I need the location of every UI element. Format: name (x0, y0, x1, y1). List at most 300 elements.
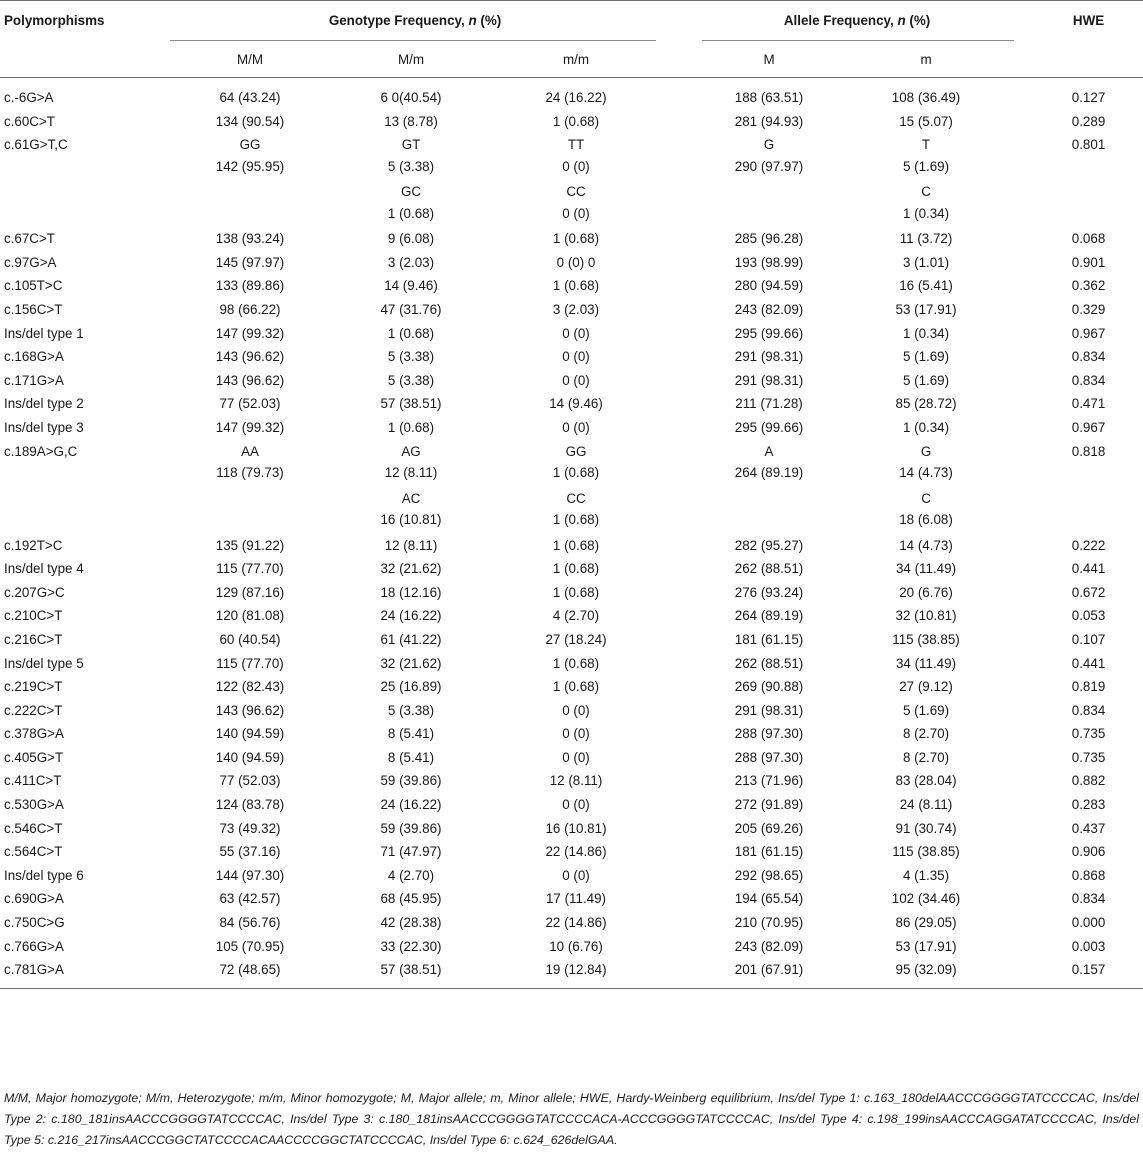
cell-spacer (660, 181, 700, 227)
cell-polymorphism-empty (0, 488, 170, 534)
cell-minor-allele: 3 (1.01) (902, 254, 950, 270)
cell-spacer (660, 322, 700, 346)
cell-polymorphism: c.222C>T (4, 702, 63, 718)
cell-minor-allele: 5 (1.69) (902, 349, 950, 365)
table-row (0, 416, 1143, 440)
subheader-minor-homozygote: m/m (492, 41, 660, 78)
cell-major-homozygote: 77 (52.03) (219, 396, 281, 412)
cell-minor-homozygote-line: 0 (0) (562, 205, 590, 221)
table-row (0, 251, 1143, 275)
cell-major-allele: 292 (98.65) (734, 867, 804, 883)
cell-major-homozygote (170, 440, 330, 488)
table-row (0, 769, 1143, 793)
cell-heterozygote-line: AG (401, 443, 421, 459)
cell-polymorphism: c.105T>C (4, 278, 63, 294)
cell-hwe: 0.441 (1071, 561, 1106, 577)
cell-minor-allele-line: C (921, 490, 931, 506)
subheader-major-allele: M (700, 41, 838, 78)
cell-polymorphism: c.781G>A (0, 958, 170, 988)
cell-minor-allele: 91 (30.74) (895, 820, 957, 836)
cell-major-allele: 280 (94.59) (734, 278, 804, 294)
cell-minor-homozygote: 14 (9.46) (549, 396, 603, 412)
cell-spacer (660, 699, 700, 723)
cell-minor-allele: 102 (34.46) (891, 891, 961, 907)
cell-major-homozygote: 77 (52.03) (219, 773, 281, 789)
cell-minor-allele: 15 (5.07) (899, 113, 953, 129)
cell-hwe: 0.068 (1071, 231, 1106, 247)
cell-minor-homozygote: 17 (11.49) (545, 891, 607, 907)
cell-polymorphism: c.750C>G (4, 915, 65, 931)
cell-heterozygote: 6 0(40.54) (380, 90, 442, 105)
cell-major-homozygote: 140 (94.59) (215, 749, 285, 765)
cell-heterozygote: 57 (38.51) (330, 958, 492, 988)
cell-heterozygote: 32 (21.62) (380, 655, 442, 671)
cell-minor-homozygote: 10 (6.76) (549, 938, 603, 954)
cell-major-allele-line: A (764, 443, 774, 459)
cell-major-allele: 282 (95.27) (734, 537, 804, 553)
cell-spacer (660, 274, 700, 298)
cell-major-allele: 262 (88.51) (734, 561, 804, 577)
cell-spacer (660, 769, 700, 793)
cell-heterozygote: 5 (3.38) (387, 702, 435, 718)
cell-polymorphism: c.61G>T,C (4, 137, 68, 153)
table-row (0, 392, 1143, 416)
cell-major-homozygote: 140 (94.59) (215, 726, 285, 742)
cell-minor-allele (838, 181, 1014, 227)
cell-major-homozygote: 60 (40.54) (219, 631, 281, 647)
cell-hwe: 0.329 (1071, 301, 1106, 317)
cell-polymorphism: c.156C>T (4, 301, 63, 317)
cell-spacer (660, 887, 700, 911)
cell-heterozygote: 13 (8.78) (384, 113, 438, 129)
cell-major-allele: 288 (97.30) (734, 726, 804, 742)
cell-major-homozygote: 115 (77.70) (216, 655, 284, 671)
table-subrow (0, 488, 1143, 534)
cell-minor-allele: 20 (6.76) (899, 584, 953, 600)
cell-hwe: 0.735 (1071, 726, 1106, 742)
cell-major-homozygote: 143 (96.62) (215, 349, 285, 365)
cell-major-homozygote: 63 (42.57) (219, 891, 281, 907)
header-row-subcolumns (0, 41, 1143, 78)
cell-minor-homozygote-line: 1 (0.68) (552, 465, 600, 481)
cell-major-homozygote: 129 (87.16) (215, 584, 285, 600)
cell-minor-allele: 115 (38.85) (892, 844, 960, 860)
subheader-hwe-empty (1014, 41, 1143, 78)
cell-major-allele: 285 (96.28) (734, 231, 804, 247)
cell-minor-allele: 83 (28.04) (895, 773, 957, 789)
cell-polymorphism: c.530G>A (4, 797, 64, 813)
cell-hwe: 0.868 (1071, 867, 1106, 883)
allele-header-prefix: Allele Frequency, (783, 13, 898, 28)
cell-minor-homozygote: 1 (0.68) (552, 655, 600, 671)
allele-group-rule (702, 40, 1014, 41)
cell-major-allele (700, 440, 838, 488)
cell-major-homozygote (170, 133, 330, 181)
cell-heterozygote: 71 (47.97) (380, 844, 442, 860)
cell-minor-allele: 85 (28.72) (895, 396, 957, 412)
cell-minor-homozygote: 1 (0.68) (552, 537, 600, 553)
cell-major-allele: 210 (70.95) (734, 915, 804, 931)
cell-polymorphism: c.690G>A (4, 891, 64, 907)
cell-heterozygote-line: GC (400, 184, 422, 200)
cell-heterozygote-line: 16 (10.81) (380, 512, 442, 528)
cell-heterozygote: 24 (16.22) (380, 797, 442, 813)
cell-major-homozygote: 144 (97.30) (215, 867, 285, 883)
cell-spacer (660, 604, 700, 628)
subheader-major-homozygote: M/M (170, 41, 330, 78)
cell-polymorphism: Ins/del type 4 (4, 561, 84, 577)
cell-major-homozygote-line: GG (239, 137, 261, 153)
cell-heterozygote-line: 5 (3.38) (387, 158, 435, 174)
cell-minor-homozygote: 0 (0) (562, 325, 590, 341)
cell-minor-allele: 16 (5.41) (899, 278, 953, 294)
cell-heterozygote (330, 488, 492, 534)
cell-heterozygote: 59 (39.86) (380, 820, 442, 836)
cell-minor-homozygote: 24 (16.22) (545, 90, 607, 105)
cell-heterozygote: 42 (28.38) (380, 915, 442, 931)
table-row (0, 110, 1143, 134)
cell-polymorphism: Ins/del type 2 (4, 396, 84, 412)
cell-major-homozygote: 147 (99.32) (215, 419, 285, 435)
cell-major-allele: 262 (88.51) (734, 655, 804, 671)
cell-hwe: 0.362 (1071, 278, 1106, 294)
cell-hwe: 0.882 (1071, 773, 1106, 789)
cell-heterozygote: 24 (16.22) (380, 608, 442, 624)
header-spacer (660, 1, 700, 42)
cell-polymorphism: c.378G>A (4, 726, 64, 742)
cell-major-allele: 281 (94.93) (734, 113, 804, 129)
cell-major-homozygote: 133 (89.86) (215, 278, 285, 294)
cell-major-homozygote: 72 (48.65) (170, 958, 330, 988)
table-row (0, 345, 1143, 369)
cell-major-allele-empty (700, 181, 838, 227)
cell-minor-homozygote: 0 (0) (562, 867, 590, 883)
cell-minor-homozygote: 16 (10.81) (545, 820, 607, 836)
cell-minor-homozygote: 27 (18.24) (545, 631, 607, 647)
cell-minor-allele: 8 (2.70) (902, 726, 950, 742)
cell-hwe: 0.053 (1071, 608, 1106, 624)
cell-major-homozygote: 134 (90.54) (215, 113, 285, 129)
cell-spacer (660, 958, 700, 988)
table-row (0, 581, 1143, 605)
cell-minor-homozygote: 1 (0.68) (552, 278, 600, 294)
cell-spacer (660, 534, 700, 558)
header-hwe: HWE (1014, 1, 1143, 42)
cell-major-homozygote: 122 (82.43) (215, 679, 285, 695)
cell-hwe: 0.834 (1071, 891, 1106, 907)
cell-hwe: 0.967 (1071, 325, 1106, 341)
cell-major-homozygote: 73 (49.32) (219, 820, 281, 836)
cell-major-allele: 193 (98.99) (734, 254, 804, 270)
cell-minor-allele: 34 (11.49) (895, 561, 957, 577)
cell-major-homozygote: 115 (77.70) (216, 561, 284, 577)
cell-minor-homozygote: 1 (0.68) (552, 561, 600, 577)
cell-spacer (660, 298, 700, 322)
cell-major-allele: 181 (61.15) (734, 844, 804, 860)
cell-heterozygote (330, 133, 492, 181)
cell-hwe: 0.441 (1071, 655, 1106, 671)
table-row (0, 322, 1143, 346)
cell-major-allele-line: G (763, 137, 775, 153)
cell-minor-allele (838, 133, 1014, 181)
cell-hwe: 0.906 (1071, 844, 1106, 860)
cell-hwe: 0.901 (1071, 254, 1106, 270)
cell-minor-allele-line: 5 (1.69) (902, 158, 950, 174)
cell-polymorphism: Ins/del type 6 (4, 867, 84, 883)
cell-major-allele: 211 (71.28) (735, 396, 803, 412)
table-row (0, 958, 1143, 988)
cell-minor-allele (838, 488, 1014, 534)
subheader-minor-allele: m (838, 41, 1014, 78)
table-row (0, 557, 1143, 581)
table-row (0, 652, 1143, 676)
cell-hwe: 0.834 (1071, 372, 1106, 388)
allele-header-suffix: (%) (905, 13, 931, 28)
cell-hwe: 0.437 (1071, 820, 1106, 836)
cell-polymorphism: c.189A>G,C (4, 443, 78, 459)
cell-minor-allele: 8 (2.70) (902, 749, 950, 765)
cell-hwe: 0.157 (1014, 958, 1143, 988)
header-row-groups (0, 1, 1143, 42)
cell-minor-homozygote: 22 (14.86) (545, 844, 607, 860)
header-allele-frequency (700, 1, 1014, 42)
cell-major-homozygote: 138 (93.24) (215, 231, 285, 247)
cell-minor-homozygote: 0 (0) (562, 749, 590, 765)
cell-major-homozygote: 84 (56.76) (219, 915, 281, 931)
cell-heterozygote: 8 (5.41) (387, 749, 435, 765)
cell-heterozygote: 5 (3.38) (387, 349, 435, 365)
cell-hwe: 0.000 (1071, 915, 1106, 931)
table-row (0, 935, 1143, 959)
cell-spacer (660, 345, 700, 369)
cell-heterozygote: 3 (2.03) (387, 254, 435, 270)
cell-spacer (660, 935, 700, 959)
cell-hwe: 0.289 (1071, 113, 1106, 129)
cell-major-homozygote: 145 (97.97) (215, 254, 285, 270)
cell-minor-allele: 95 (32.09) (838, 958, 1014, 988)
cell-spacer (660, 133, 700, 181)
cell-major-homozygote: 135 (91.22) (215, 537, 285, 553)
cell-heterozygote: 1 (0.68) (387, 419, 435, 435)
cell-heterozygote: 47 (31.76) (380, 301, 442, 317)
table-row (0, 440, 1143, 488)
cell-major-homozygote-empty (170, 181, 330, 227)
cell-spacer (660, 652, 700, 676)
cell-heterozygote-line: AC (401, 490, 421, 506)
header-genotype-frequency (170, 1, 660, 42)
cell-heterozygote: 12 (8.11) (384, 537, 438, 553)
allele-header-n: n (897, 13, 906, 28)
cell-major-allele: 291 (98.31) (734, 372, 804, 388)
cell-minor-homozygote: 22 (14.86) (545, 915, 607, 931)
table-row (0, 699, 1143, 723)
cell-minor-allele: 24 (8.11) (899, 797, 953, 813)
cell-major-allele: 295 (99.66) (734, 325, 804, 341)
cell-major-homozygote: 143 (96.62) (215, 702, 285, 718)
cell-minor-homozygote-line: 1 (0.68) (552, 512, 600, 528)
cell-major-allele-line: 290 (97.97) (734, 158, 804, 174)
cell-major-allele: 269 (90.88) (734, 679, 804, 695)
cell-heterozygote: 9 (6.08) (387, 231, 435, 247)
cell-hwe-empty (1014, 181, 1143, 227)
cell-minor-homozygote: 1 (0.68) (552, 679, 600, 695)
cell-polymorphism: c.564C>T (4, 844, 63, 860)
cell-heterozygote: 25 (16.89) (380, 679, 442, 695)
cell-minor-homozygote: 0 (0) (562, 419, 590, 435)
cell-spacer (660, 746, 700, 770)
table-row (0, 227, 1143, 251)
header-polymorphisms: Polymorphisms (0, 1, 170, 42)
cell-minor-allele: 53 (17.91) (895, 938, 957, 954)
cell-minor-allele-line: G (920, 443, 932, 459)
cell-major-allele: 205 (69.26) (734, 820, 804, 836)
cell-major-homozygote: 55 (37.16) (219, 844, 281, 860)
cell-heterozygote: 32 (21.62) (380, 561, 442, 577)
cell-minor-homozygote: 19 (12.84) (492, 958, 660, 988)
cell-major-allele: 291 (98.31) (734, 702, 804, 718)
cell-heterozygote: 18 (12.16) (380, 584, 442, 600)
cell-spacer (660, 840, 700, 864)
cell-hwe: 0.967 (1071, 419, 1106, 435)
cell-hwe: 0.801 (1071, 137, 1106, 153)
table-footnote: M/M, Major homozygote; M/m, Heterozygote; m/m, Minor homozygote; M, Major allele; m, Minor allele; HWE, Hardy-Weinberg equilibrium, Ins/del Type 1: c.163_180delAACCCGGGGTATCCCCAC, Ins/del Type 2: c.180_181insAACCCGGGGTATCCCCAC, Ins/del Type 3: c.180_181insAACCCGGGGTATCCCCACA-ACCCGGGGTATCCCCAC, Ins/del Type 4: c.198_199insAACCCAGGATATCCCCAC, Ins/del Type 5: c.216_217insAACCCGGCTATCCCCACAACCCCGGCTATCCCCAC, Ins/del Type 6: c.624_626delGAA. (4, 1091, 1139, 1148)
cell-minor-homozygote: 0 (0) (562, 726, 590, 742)
table-row (0, 722, 1143, 746)
cell-minor-homozygote-line: GG (565, 443, 587, 459)
cell-major-allele: 243 (82.09) (734, 301, 804, 317)
cell-minor-allele: 34 (11.49) (895, 655, 957, 671)
cell-spacer (660, 817, 700, 841)
cell-minor-allele: 53 (17.91) (895, 301, 957, 317)
cell-hwe: 0.819 (1071, 679, 1106, 695)
cell-hwe: 0.834 (1071, 349, 1106, 365)
cell-polymorphism: c.766G>A (4, 938, 64, 954)
cell-spacer (660, 628, 700, 652)
subheader-spacer (660, 41, 700, 78)
cell-heterozygote: 59 (39.86) (380, 773, 442, 789)
genotype-group-rule (170, 40, 656, 41)
cell-hwe-empty (1014, 488, 1143, 534)
cell-heterozygote: 8 (5.41) (387, 726, 435, 742)
cell-major-allele: 194 (65.54) (734, 891, 804, 907)
table-row (0, 840, 1143, 864)
cell-spacer (660, 440, 700, 488)
table-row (0, 746, 1143, 770)
cell-major-allele-line: 264 (89.19) (734, 465, 804, 481)
cell-polymorphism: c.171G>A (4, 372, 64, 388)
cell-heterozygote (330, 440, 492, 488)
cell-spacer (660, 793, 700, 817)
cell-minor-homozygote (492, 133, 660, 181)
table-row (0, 675, 1143, 699)
cell-minor-homozygote: 0 (0) (562, 797, 590, 813)
table-row (0, 78, 1143, 110)
cell-major-allele: 264 (89.19) (734, 608, 804, 624)
cell-major-homozygote: 120 (81.08) (215, 608, 285, 624)
cell-polymorphism: c.405G>T (4, 749, 64, 765)
cell-minor-allele: 1 (0.34) (902, 419, 950, 435)
table-row (0, 298, 1143, 322)
cell-hwe: 0.672 (1071, 584, 1106, 600)
cell-major-allele: 213 (71.96) (734, 773, 804, 789)
cell-major-allele: 288 (97.30) (734, 749, 804, 765)
cell-heterozygote-line: 12 (8.11) (384, 465, 438, 481)
cell-major-homozygote-empty (170, 488, 330, 534)
cell-heterozygote-line: 1 (0.68) (387, 205, 435, 221)
table-row (0, 133, 1143, 181)
table-row (0, 274, 1143, 298)
cell-polymorphism: c.411C>T (4, 773, 62, 789)
cell-minor-homozygote (492, 440, 660, 488)
cell-spacer (660, 392, 700, 416)
table-row (0, 887, 1143, 911)
table-row (0, 864, 1143, 888)
cell-polymorphism: c.-6G>A (4, 90, 54, 105)
cell-hwe: 0.818 (1071, 443, 1106, 459)
cell-spacer (660, 675, 700, 699)
table-row (0, 628, 1143, 652)
genotype-header-suffix: (%) (476, 13, 502, 28)
cell-minor-homozygote-line: TT (567, 137, 585, 153)
cell-heterozygote: 1 (0.68) (387, 325, 435, 341)
cell-major-allele: 291 (98.31) (734, 349, 804, 365)
table-subrow (0, 181, 1143, 227)
cell-minor-allele: 5 (1.69) (902, 372, 950, 388)
cell-major-allele: 181 (61.15) (734, 631, 804, 647)
cell-spacer (660, 227, 700, 251)
cell-minor-allele: 5 (1.69) (902, 702, 950, 718)
cell-hwe: 0.107 (1071, 631, 1106, 647)
cell-major-allele: 201 (67.91) (700, 958, 838, 988)
cell-minor-allele (838, 440, 1014, 488)
cell-minor-homozygote: 0 (0) (562, 372, 590, 388)
cell-heterozygote-line: GT (401, 137, 421, 153)
cell-polymorphism: c.168G>A (4, 349, 64, 365)
cell-major-allele-empty (700, 488, 838, 534)
cell-heterozygote: 68 (45.95) (380, 891, 442, 907)
genotype-header-prefix: Genotype Frequency, (328, 13, 469, 28)
cell-major-homozygote: 105 (70.95) (215, 938, 285, 954)
cell-spacer (660, 557, 700, 581)
table-row (0, 911, 1143, 935)
cell-minor-homozygote-line: CC (566, 184, 586, 200)
cell-spacer (660, 581, 700, 605)
cell-heterozygote: 61 (41.22) (380, 631, 442, 647)
cell-minor-homozygote: 4 (2.70) (552, 608, 600, 624)
cell-spacer (660, 369, 700, 393)
cell-major-homozygote-line: 142 (95.95) (215, 158, 285, 174)
cell-major-homozygote: 124 (83.78) (215, 797, 285, 813)
cell-hwe: 0.471 (1071, 396, 1106, 412)
cell-polymorphism: c.192T>C (4, 537, 63, 553)
cell-minor-homozygote: 1 (0.68) (552, 113, 600, 129)
cell-minor-homozygote-line: 0 (0) (562, 158, 590, 174)
cell-minor-homozygote (492, 488, 660, 534)
cell-minor-homozygote: 0 (0) (562, 702, 590, 718)
cell-hwe: 0.834 (1071, 702, 1106, 718)
cell-spacer (660, 864, 700, 888)
cell-minor-allele: 4 (1.35) (902, 867, 950, 883)
cell-major-homozygote: 147 (99.32) (215, 325, 285, 341)
cell-polymorphism: c.207G>C (4, 584, 65, 600)
cell-polymorphism: c.67C>T (4, 231, 55, 247)
cell-minor-allele: 27 (9.12) (899, 679, 953, 695)
cell-major-homozygote-line: 118 (79.73) (216, 465, 284, 481)
cell-minor-allele-line: 18 (6.08) (899, 512, 953, 528)
cell-polymorphism: Ins/del type 1 (4, 325, 84, 341)
cell-spacer (660, 911, 700, 935)
cell-major-homozygote: 64 (43.24) (219, 90, 281, 105)
